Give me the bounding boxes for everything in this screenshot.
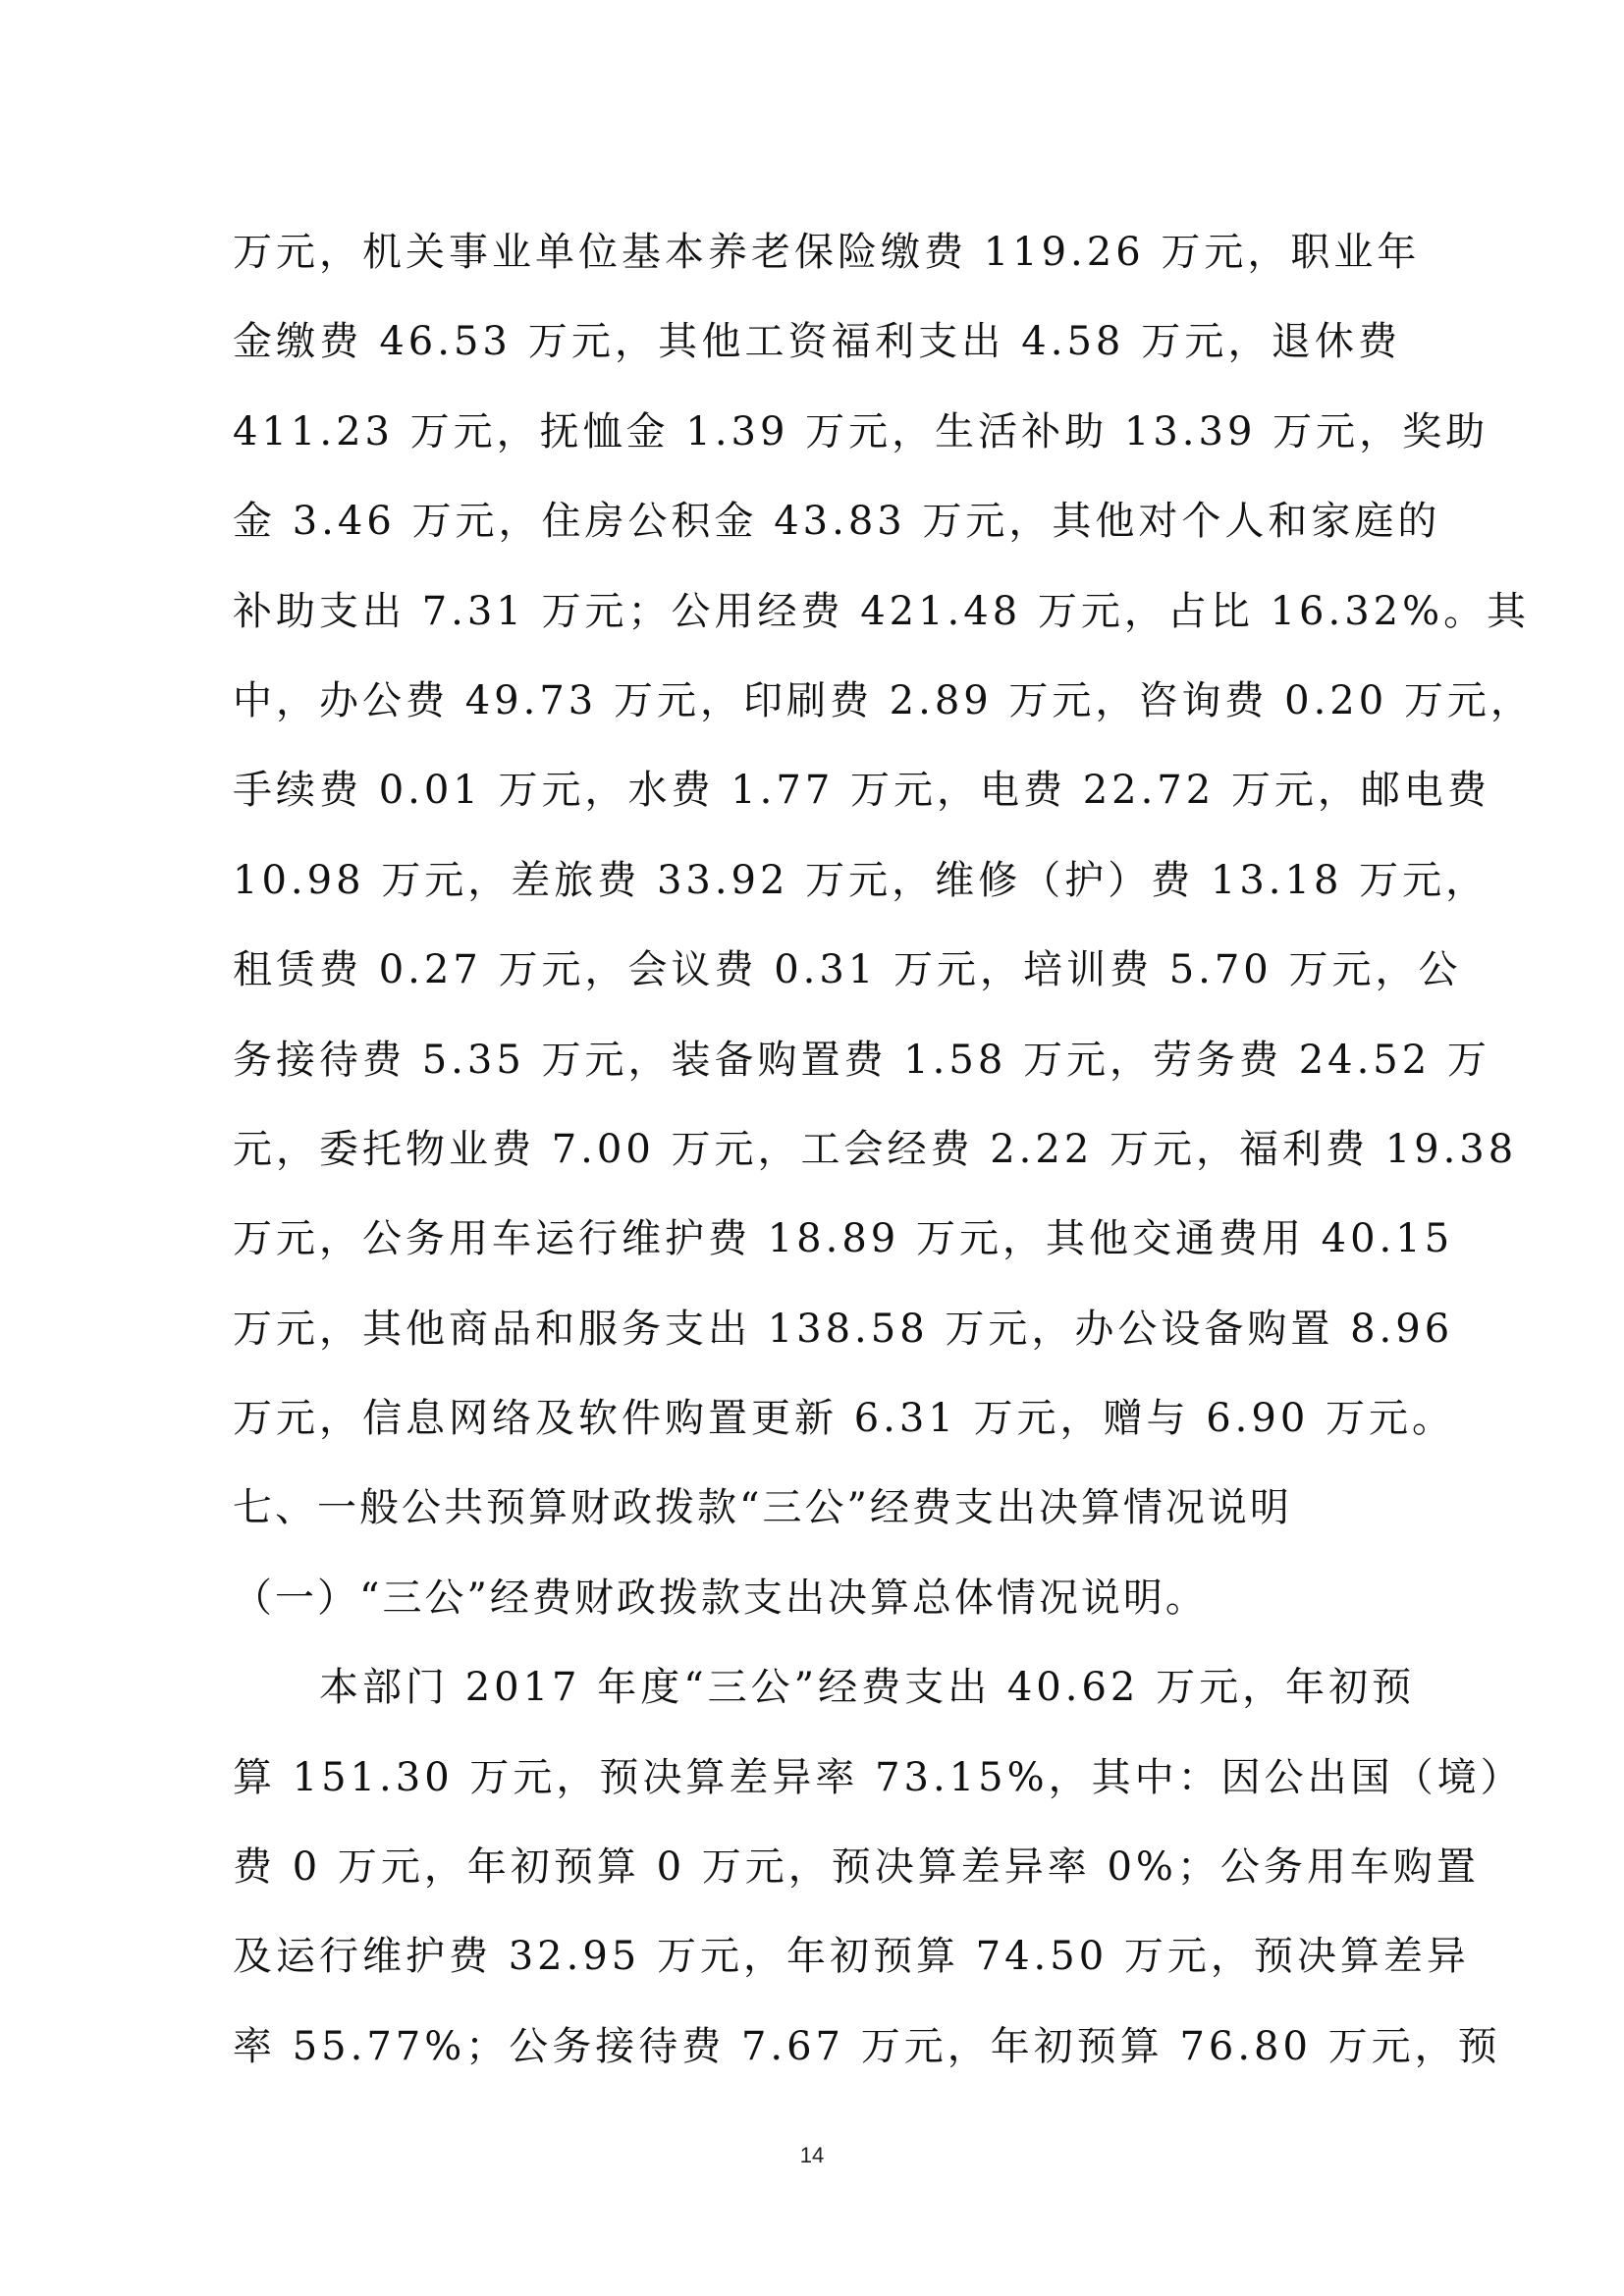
text-line: 万元，机关事业单位基本养老保险缴费 119.26 万元，职业年 <box>233 230 1421 275</box>
page-number: 14 <box>799 2143 825 2167</box>
text-line: 租赁费 0.27 万元，会议费 0.31 万元，培训费 5.70 万元，公 <box>233 947 1462 993</box>
text-line: 补助支出 7.31 万元；公用经费 421.48 万元，占比 16.32%。其 <box>233 588 1531 634</box>
paragraph-line: 率 55.77%；公务接待费 7.67 万元，年初预算 76.80 万元，预 <box>233 2023 1501 2069</box>
text-line: 务接待费 5.35 万元，装备购置费 1.58 万元，劳务费 24.52 万 <box>233 1037 1490 1083</box>
text-line: 金 3.46 万元，住房公积金 43.83 万元，其他对个人和家庭的 <box>233 499 1441 545</box>
text-line: 万元，信息网络及软件购置更新 6.31 万元，赠与 6.90 万元。 <box>233 1396 1455 1442</box>
paragraph-line: 费 0 万元，年初预算 0 万元，预决算差异率 0%；公务用车购置 <box>233 1844 1480 1891</box>
subsection-heading: （一）“三公”经费财政拨款支出决算总体情况说明。 <box>233 1575 1208 1621</box>
text-line: 万元，公务用车运行维护费 18.89 万元，其他交通费用 40.15 <box>233 1216 1454 1262</box>
paragraph-line: 及运行维护费 32.95 万元，年初预算 74.50 万元，预决算差异 <box>233 1934 1470 1980</box>
text-line: 10.98 万元，差旅费 33.92 万元，维修（护）费 13.18 万元， <box>233 857 1489 903</box>
page-content <box>233 208 1534 2092</box>
section-heading: 七、一般公共预算财政拨款“三公”经费支出决算情况说明 <box>233 1485 1292 1531</box>
paragraph-line: 本部门 2017 年度“三公”经费支出 40.62 万元，年初预 <box>319 1665 1416 1711</box>
text-line: 手续费 0.01 万元，水费 1.77 万元，电费 22.72 万元，邮电费 <box>233 768 1490 814</box>
text-line: 元，委托物业费 7.00 万元，工会经费 2.22 万元，福利费 19.38 <box>233 1126 1518 1172</box>
text-line: 中，办公费 49.73 万元，印刷费 2.89 万元，咨询费 0.20 万元， <box>233 677 1534 723</box>
text-line: 金缴费 46.53 万元，其他工资福利支出 4.58 万元，退休费 <box>233 319 1401 365</box>
text-line: 411.23 万元，抚恤金 1.39 万元，生活补助 13.39 万元，奖助 <box>233 408 1489 454</box>
paragraph-line: 算 151.30 万元，预决算差异率 73.15%，其中：因公出国（境） <box>233 1754 1524 1800</box>
text-line: 万元，其他商品和服务支出 138.58 万元，办公设备购置 8.96 <box>233 1306 1454 1352</box>
